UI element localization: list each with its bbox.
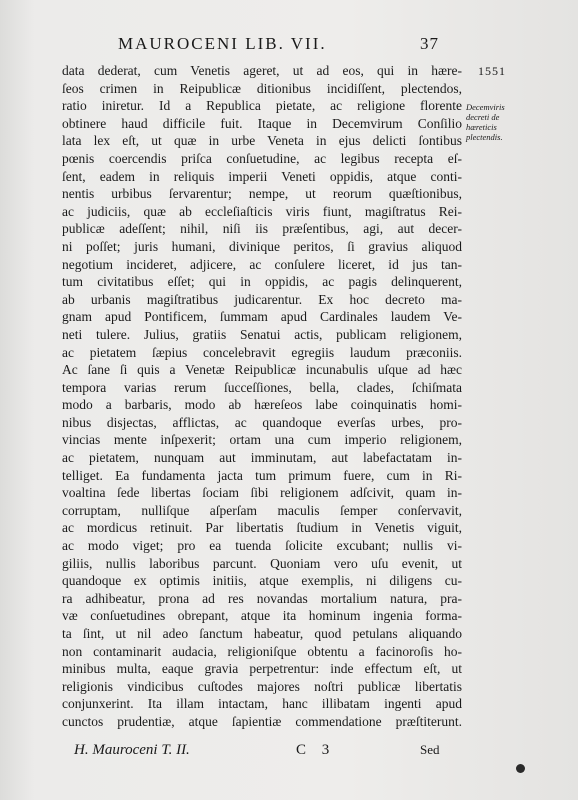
text-line: modo a barbaris, modo ab hæreſeos labe coinquinatis homi- — [62, 397, 462, 413]
text-line: voaltina ſede libertas ſociam ſibi religionem adſcivit, quam in- — [62, 485, 462, 501]
text-line: ni poſſet; juris humani, divinique peritos, ſi gravius aliquod — [62, 238, 462, 254]
text-line: quandoque ex optimis initiis, atque exemplis, ni diligens cu- — [62, 573, 462, 589]
text-line: tum civitatibus eſſet; qui in oppidis, ac pagis delinquerent, — [62, 274, 462, 290]
page-number: 37 — [420, 34, 439, 53]
page-header — [0, 34, 578, 56]
page-footer — [0, 742, 578, 762]
text-line: publicæ adeſſent; nihil, niſi iis præſentibus, agi, aut decer- — [62, 221, 462, 237]
text-line: neti tulere. Julius, gratiis Senatui actis, publicam religionem, — [62, 326, 462, 342]
text-line: cunctos prudentiæ, atque ſapientiæ commendatione præſtiterunt. — [62, 713, 462, 729]
margin-note — [466, 102, 524, 142]
text-line: tempora varias rerum ſucceſſiones, bella, clades, ſchiſmata — [62, 379, 462, 395]
margin-note-line: Decemviris — [466, 102, 505, 112]
text-line: ta ſint, ut nil adeo ſanctum habeatur, quod petulans aliquando — [62, 626, 462, 641]
text-line: ſeos crimen in Reipublicæ ditionibus incidiſſent, plectendos, — [62, 80, 462, 96]
margin-note-line: plectendis. — [466, 132, 503, 142]
ink-spot — [516, 764, 525, 773]
text-line: væ conſuetudines obrepant, atque ita hominum ingenia forma- — [62, 608, 462, 624]
text-line: conjunxerint. Ita illam intactam, hanc illibatam ingenti apud — [62, 696, 462, 712]
text-line: religionis vindicibus cuſtodes majores noſtri publicæ libertatis — [62, 678, 462, 694]
body-text — [62, 62, 462, 731]
text-line: Ac ſane ſi quis a Venetæ Reipublicæ incunabulis uſque ad hæc — [62, 362, 462, 378]
text-line: pœnis coercendis priſca conſuetudine, ac legibus recepta eſ- — [62, 150, 462, 166]
text-line: nentis urbibus ſervarentur; nempe, ut reorum quæſtionibus, — [62, 186, 462, 202]
text-line: giliis, nullis laboribus parcunt. Quoniam vero uſu evenit, ut — [62, 555, 462, 571]
text-line: corruptam, nulliſque aſperſam maculis ſemper conſervavit, — [62, 502, 462, 518]
text-line: vincias mente inſpexerit; ortam una cum imperio religionem, — [62, 432, 462, 448]
text-line: ſent, eadem in reliquis imperii Veneti oppidis, atque conti- — [62, 168, 462, 184]
catchword: Sed — [420, 742, 440, 757]
text-line: gnam apud Pontificem, ſummam apud Cardinales laudem Ve- — [62, 309, 462, 325]
text-line: nibus disjectas, afflictas, ac quandoque everſas urbes, pro- — [62, 414, 462, 430]
text-line: negotium incideret, adjicere, ac conſulere liceret, id jus tan- — [62, 256, 462, 272]
text-line: ac pietatem ſæpius concelebravit egregiis laudum præconiis. — [62, 344, 462, 360]
text-line: non contaminarit audacia, religioniſque obtentu a facinoroſis ho- — [62, 643, 462, 659]
text-line: telliget. Ea fundamenta jacta tum primum fuere, cum in Ri- — [62, 467, 462, 483]
sheet-mark: C 3 — [296, 742, 336, 758]
text-line: ac pietatem, nunquam aut imminutam, aut labefactatam in- — [62, 450, 462, 466]
text-line: ac judiciis, quæ ab eccleſiaſticis viris fiunt, magiſtratus Rei- — [62, 203, 462, 219]
signature-line: H. Mauroceni T. II. — [74, 742, 190, 758]
text-line: ac modo viget; pro ea tuenda ſolicite excubant; nullis vi- — [62, 538, 462, 554]
text-line: data dederat, cum Venetis ageret, ut ad eos, qui in hære- — [62, 63, 462, 78]
margin-note-line: decreti de — [466, 112, 500, 122]
margin-note-line: hæreticis — [466, 122, 497, 132]
text-line: ab urbanis magiſtratibus judicarentur. Ex hoc decreto ma- — [62, 291, 462, 307]
text-line: ratio iniretur. Id a Republica pietate, ac religione florente — [62, 98, 462, 114]
text-line: obtinere haud difficile fuit. Itaque in Decemvirum Conſilio — [62, 115, 462, 131]
text-line: ac mordicus retinuit. Par libertatis ſtudium in Venetis viguit, — [62, 520, 462, 536]
text-line: minibus multa, eaque gravia perpetrentur: inde effectum eſt, ut — [62, 661, 462, 677]
running-head: MAUROCENI LIB. VII. — [118, 34, 327, 53]
margin-year: 1551 — [478, 64, 506, 78]
text-line: lata lex eſt, ut quæ in urbe Veneta in ejus delicti ſontibus — [62, 133, 462, 149]
text-line: ra adhibeatur, prona ad res novandas mortalium natura, pra- — [62, 590, 462, 606]
